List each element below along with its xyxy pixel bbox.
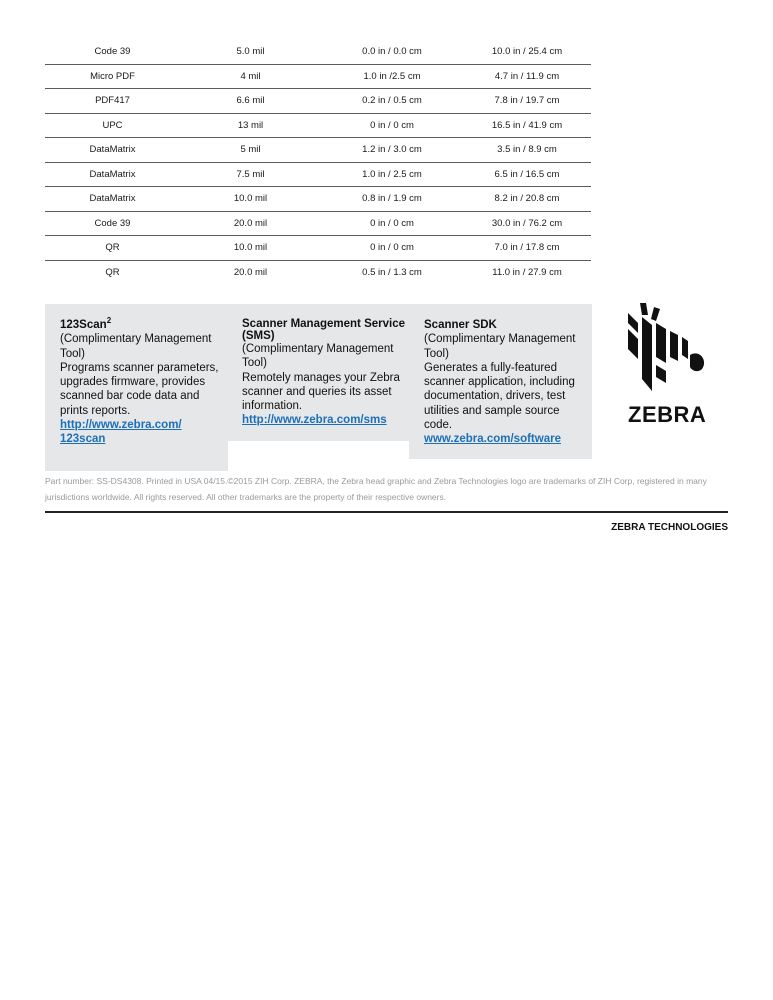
- table-cell: 0 in / 0 cm: [321, 211, 463, 236]
- table-cell: Micro PDF: [45, 64, 180, 89]
- tool-123scan-subtitle: (Complimentary Management Tool): [60, 333, 212, 360]
- table-cell: 8.2 in / 20.8 cm: [463, 187, 591, 212]
- tool-sdk-title: Scanner SDK: [424, 319, 497, 331]
- table-cell: 16.5 in / 41.9 cm: [463, 113, 591, 138]
- tool-123scan-title: 123Scan$^2$: [60, 316, 112, 331]
- tool-123scan-superscript: 2: [106, 316, 112, 326]
- legal-notice: Part number: SS-DS4308. Printed in USA 04/15.©2015 ZIH Corp. ZEBRA, the Zebra head graphic and Zebra Technologies logo are trademarks of ZIH Corp, registered in many jurisdictions worldwide. All rights reserved. All other trademarks are the property of their respective owners.: [45, 476, 707, 502]
- table-cell: 10.0 in / 25.4 cm: [463, 40, 591, 64]
- table-row: [45, 113, 591, 138]
- table-cell: 3.5 in / 8.9 cm: [463, 138, 591, 163]
- table-cell: 1.0 in / 2.5 cm: [321, 162, 463, 187]
- table-cell: 10.0 mil: [180, 236, 321, 261]
- table-cell: 7.8 in / 19.7 cm: [463, 89, 591, 114]
- table-cell: 20.0 mil: [180, 211, 321, 236]
- table-cell: 4 mil: [180, 64, 321, 89]
- table-cell: UPC: [45, 113, 180, 138]
- table-cell: 0.0 in / 0.0 cm: [321, 40, 463, 64]
- table-cell: 1.0 in /2.5 cm: [321, 64, 463, 89]
- decode-range-table: [45, 40, 591, 284]
- table-row: [45, 138, 591, 163]
- footer-divider: [45, 511, 728, 513]
- table-row: [45, 187, 591, 212]
- tool-sdk: [424, 318, 589, 447]
- company-name: ZEBRA TECHNOLOGIES: [611, 522, 728, 533]
- tool-sms-title: Scanner Management Service (SMS): [242, 318, 405, 342]
- table-row: [45, 162, 591, 187]
- table-cell: 20.0 mil: [233, 266, 268, 278]
- zebra-head-logo-icon: [626, 303, 706, 393]
- table-row: [45, 64, 591, 89]
- table-cell: 5.0 mil: [180, 40, 321, 64]
- table-cell: Code 39: [45, 40, 180, 64]
- tool-sdk-link[interactable]: www.zebra.com/software: [424, 433, 561, 446]
- tool-sms: [242, 318, 407, 428]
- table-cell: PDF417: [45, 89, 180, 114]
- tool-sdk-subtitle: (Complimentary Management Tool): [424, 333, 576, 360]
- table-cell: 0.2 in / 0.5 cm: [321, 89, 463, 114]
- table-cell: 13 mil: [180, 113, 321, 138]
- decode-range-table-body: [45, 40, 591, 284]
- table-row: [45, 89, 591, 114]
- table-cell: DataMatrix: [45, 162, 180, 187]
- tool-123scan: [60, 318, 225, 447]
- tool-sms-description: Remotely manages your Zebra scanner and queries its asset information.: [242, 371, 400, 413]
- table-cell: QR: [45, 236, 180, 261]
- table-row: [45, 211, 591, 236]
- table-cell: 0.5 in / 1.3 cm: [362, 266, 422, 278]
- tool-123scan-link[interactable]: http://www.zebra.com/ 123scan: [60, 419, 182, 446]
- table-cell: 10.0 mil: [180, 187, 321, 212]
- tool-sdk-description: Generates a fully-featured scanner application, including documentation, drivers, test utilities and sample source code.: [424, 361, 575, 432]
- table-cell: 5 mil: [180, 138, 321, 163]
- table-cell: 7.5 mil: [180, 162, 321, 187]
- table-cell: QR: [105, 266, 120, 278]
- table-cell: 0 in / 0 cm: [321, 113, 463, 138]
- table-row: [45, 40, 591, 64]
- table-cell: 1.2 in / 3.0 cm: [321, 138, 463, 163]
- table-cell: 30.0 in / 76.2 cm: [463, 211, 591, 236]
- table-cell: 6.5 in / 16.5 cm: [463, 162, 591, 187]
- table-cell: 4.7 in / 11.9 cm: [463, 64, 591, 89]
- tool-123scan-description: Programs scanner parameters, upgrades firmware, provides scanned bar code data and prints reports.: [60, 361, 219, 417]
- table-cell: DataMatrix: [45, 138, 180, 163]
- table-cell: 0 in / 0 cm: [321, 236, 463, 261]
- table-row: [45, 236, 591, 261]
- table-cell: 7.0 in / 17.8 cm: [463, 236, 591, 261]
- table-cell: 11.0 in / 27.9 cm: [492, 266, 562, 278]
- table-row: [45, 260, 591, 284]
- table-cell: 6.6 mil: [180, 89, 321, 114]
- table-cell: Code 39: [45, 211, 180, 236]
- tool-sms-link[interactable]: http://www.zebra.com/sms: [242, 414, 387, 427]
- table-cell: DataMatrix: [45, 187, 180, 212]
- tool-sms-subtitle: (Complimentary Management Tool): [242, 343, 394, 370]
- table-cell: 0.8 in / 1.9 cm: [321, 187, 463, 212]
- zebra-wordmark: ZEBRA: [628, 402, 707, 427]
